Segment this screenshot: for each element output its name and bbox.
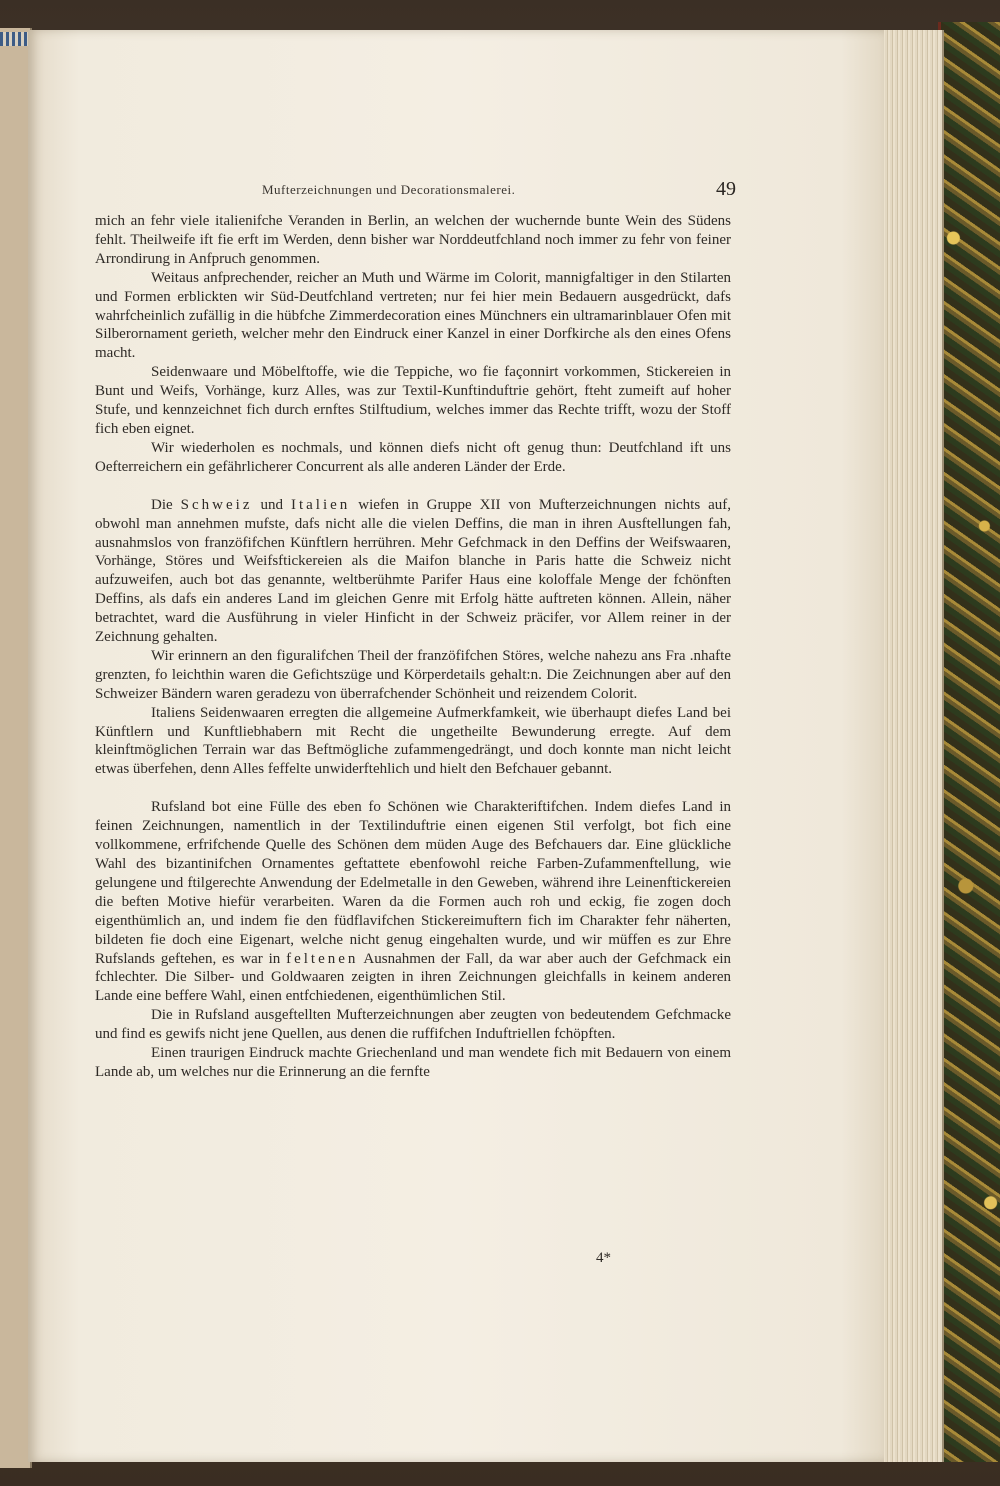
paragraph: Weitaus anfprechender, reicher an Muth und Wärme im Colorit, mannigfaltiger in den Stilarten und Formen erblickten wir Süd-Deutfchland vertreten; nur fei hier mein Bedauern ausgedrückt, dafs wahrfcheinlich zufällig in die hübfche Zimmerdecoration eines Münchners ein ultramarinblauer Ofen mit Silberornament gerieth, welcher mehr den Eindruck einer Kanzel in einer Dorfkirche als den eines Ofens macht. [95, 269, 731, 362]
spaced-word-italien: Italien [290, 496, 351, 513]
paragraph: Seidenwaare und Möbelftoffe, wie die Teppiche, wo fie façonnirt vorkommen, Stickereien in Bunt und Weifs, Vorhänge, kurz Alles, was zur Textil-Kunftinduftrie gehört, fteht zumeift auf hoher Stufe, und kennzeichnet fich durch ernftes Stilftudium, welches immer das Rechte trifft, wozu der Stoff fich eben eignet. [95, 364, 731, 437]
paragraph-part: Ausnahmen der Fall, da war aber auch der Gefchmack ein fchlechter. Die Silber- und Goldwaaren zeigten in ihren Zeichnungen gleichfalls in keinem anderen Lande eine beffere Wahl, einen entfchiedenen, eigenthümlichen Stil. [95, 950, 731, 1005]
paragraph: Einen traurigen Eindruck machte Griechenland und man wendete fich mit Bedauern von einem Lande ab, um welches nur die Erinnerung an die fernfte [95, 1045, 731, 1080]
paragraph: Die in Rufsland ausgeftellten Mufterzeichnungen aber zeugten von bedeutendem Gefchmacke und find es gewifs nicht jene Quellen, aus denen die ruffifchen Induftriellen fchöpften. [95, 1007, 731, 1043]
paragraph: Wir wiederholen es nochmals, und können diefs nicht oft genug thun: Deutfchland ift uns Oefterreichern ein gefährlicherer Concurrent als alle anderen Länder der Erde. [95, 439, 731, 475]
paragraph: Wir erinnern an den figuralifchen Theil der franzöfifchen Störes, welche nahezu ans Fra .nhafte grenzten, fo leichthin waren die Gefichtszüge und Körperdetails gehalt:n. Die Zeichnungen aber auf den Schweizer Bändern waren geradezu von überrafchender Schönheit und reizendem Colorit. [95, 647, 731, 702]
paragraph-rest: wiefen in Gruppe XII von Mufterzeichnungen nichts auf, obwohl man annehmen mufste, dafs nicht alle die vielen Deffins, die man in ihren Ausftellungen fah, ausnahmslos von franzöfifchen Künftlern herrühren. Mehr Gefchmack in den Deffins der Weifswaaren, Vorhänge, Störes und Weifsftickereien als die Maifon blanche in Paris hatte die Schweiz nicht aufzuweifen, auch bot das genannte, weltberühmte Parifer Haus eine koloffale Menge der fchönften Deffins, als dafs ein anderes Land im gleichen Genre mit Erfolg hätte auftreten können. Allein, näher betrachtet, ward die Ausführung in vieler Hinficht in der Schweiz präcifer, vor Allem reiner in der Zeichnung gehalten. [95, 496, 732, 646]
page-stack-edge [880, 30, 944, 1462]
left-cover-bookmark-strip [0, 32, 30, 46]
page-header [92, 178, 740, 202]
spaced-word-seltenen: feltenen [286, 950, 359, 967]
page-number: 49 [716, 178, 736, 200]
marbled-cover-edge [938, 22, 1000, 1462]
paragraph-part: Rufsland bot eine Fülle des eben fo Schönen wie Charakteriftifchen. Indem diefes Land in feinen Zeichnungen, namentlich in der Textilinduftrie einen eigenen Stil verfolgt, bot fich eine vollkommene, erfrifchende Quelle des Schönen dem müden Auge des Befchauers dar. Eine glückliche Wahl des bizantinifchen Ornamentes geftattete ebenfowohl reiche Farben-Zufammenftellung, wie gelungene und ftilgerechte Anwendung der Edelmetalle in den Geweben, während ihre Leinenftickereien die beften Motive hiefür verarbeiten. Waren da die Formen auch roh und eckig, fie zogen doch eigenthümlich an, und indem fie den füdflavifchen Stickereimuftern fich im Charakter fehr näherten, bildeten fie doch eine Eigenart, welche nicht genug eingehalten wurde, und wir müffen es zur Ehre Rufslands geftehen, es war in [95, 799, 731, 967]
spaced-word-schweiz: Schweiz [180, 496, 253, 513]
paragraph: mich an fehr viele italienifche Veranden in Berlin, an welchen der wuchernde bunte Wein des Südens fehlt. Theilweife ift fie erft im Werden, denn bisher war Norddeutfchland noch immer zu fehr von feiner Arrondirung in Anfpruch genommen. [95, 213, 731, 267]
paragraph [95, 798, 731, 1006]
paragraph [95, 496, 731, 647]
running-title: Mufterzeichnungen und Decorationsmalerei. [262, 182, 516, 197]
body-text [95, 212, 731, 1082]
paragraph-lead: Die [151, 496, 173, 513]
paragraph: Italiens Seidenwaaren erregten die allgemeine Aufmerkfamkeit, wie überhaupt diefes Land bei Künftlern und Kunftliebhabern mit Recht die ungetheilte Bewunderung erregte. Auf dem kleinftmöglichen Terrain war das Beftmögliche zufammengedrängt, und doch konnte man nicht leicht etwas überfehen, denn Alles feffelte unwiderftehlich und hielt den Befchauer gebannt. [95, 704, 731, 778]
word-und: und [260, 496, 283, 513]
sheet-signature: 4* [596, 1250, 611, 1266]
